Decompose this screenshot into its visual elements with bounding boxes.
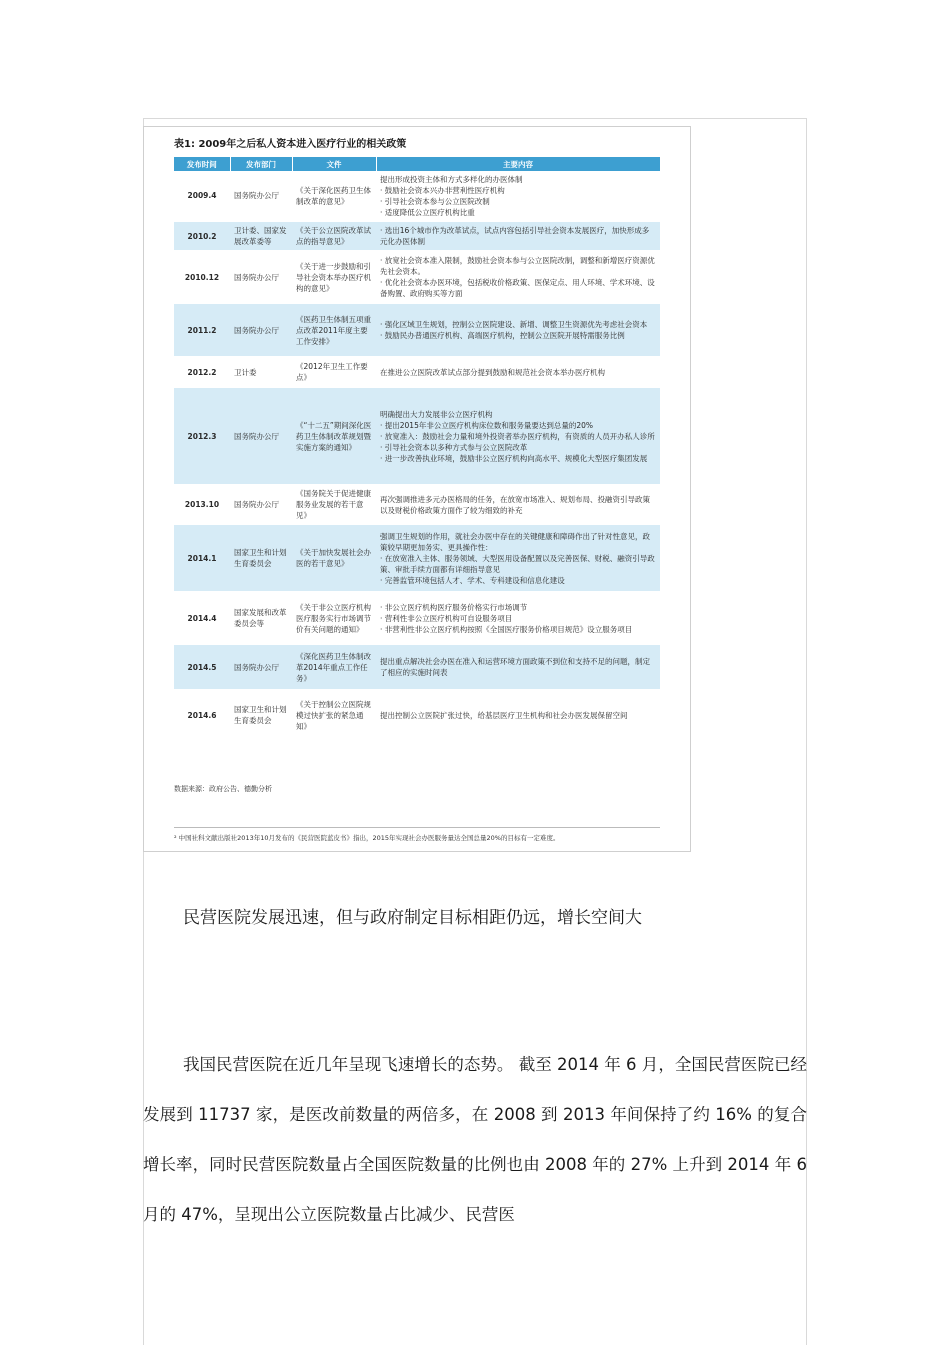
document-cell: 《医药卫生体制五项重点改革2011年度主要工作安排》 bbox=[292, 303, 376, 357]
table-row bbox=[174, 592, 660, 644]
content-line: 强调卫生规划的作用，就社会办医中存在的关键健康和障碍作出了针对性意见，政策较早期更加务实、更具操作性： bbox=[380, 531, 650, 552]
department-cell: 国务院办公厅 bbox=[230, 387, 292, 485]
document-cell: 《关于控制公立医院规模过快扩张的紧急通知》 bbox=[292, 690, 376, 740]
footnote: ² 中国社科文献出版社2013年10月发布的《民营医院蓝皮书》指出，2015年实现社会办医服务量达全国总量20%的目标有一定难度。 bbox=[174, 834, 560, 842]
table-row bbox=[174, 690, 660, 740]
content-cell bbox=[376, 485, 660, 524]
department-cell: 卫计委 bbox=[230, 357, 292, 387]
document-cell: 《深化医药卫生体制改革2014年重点工作任务》 bbox=[292, 644, 376, 690]
content-cell bbox=[376, 221, 660, 251]
date-cell: 2012.2 bbox=[174, 357, 230, 387]
table-row bbox=[174, 171, 660, 221]
content-line: 再次强调推进多元办医格局的任务，在放宽市场准入、规划布局、投融资引导政策以及财税价格政策方面作了较为细致的补充 bbox=[380, 494, 650, 515]
date-cell: 2010.12 bbox=[174, 251, 230, 303]
column-header: 主要内容 bbox=[376, 157, 660, 171]
content-line: · 营利性非公立医疗机构可自设服务项目 bbox=[380, 613, 513, 623]
document-cell: 《关于进一步鼓励和引导社会资本举办医疗机构的意见》 bbox=[292, 251, 376, 303]
document-cell: 《2012年卫生工作要点》 bbox=[292, 357, 376, 387]
date-cell: 2014.5 bbox=[174, 644, 230, 690]
document-cell: 《国务院关于促进健康服务业发展的若干意见》 bbox=[292, 485, 376, 524]
policy-table bbox=[174, 157, 661, 741]
footnote-divider bbox=[174, 827, 660, 828]
department-cell: 国务院办公厅 bbox=[230, 485, 292, 524]
content-cell bbox=[376, 387, 660, 485]
date-cell: 2014.4 bbox=[174, 592, 230, 644]
document-cell: 《关于深化医药卫生体制改革的意见》 bbox=[292, 171, 376, 221]
policy-table-figure bbox=[143, 126, 691, 852]
department-cell: 国务院办公厅 bbox=[230, 303, 292, 357]
table-row bbox=[174, 357, 660, 387]
content-line: · 鼓励民办普通医疗机构、高端医疗机构，控制公立医院开展特需服务比例 bbox=[380, 331, 625, 340]
content-line: · 适度降低公立医疗机构比重 bbox=[380, 207, 475, 217]
column-header: 发布部门 bbox=[230, 157, 292, 171]
content-cell bbox=[376, 171, 660, 221]
document-cell: 《“十二五”期间深化医药卫生体制改革规划暨实施方案的通知》 bbox=[292, 387, 376, 485]
content-cell bbox=[376, 644, 660, 690]
content-cell bbox=[376, 690, 660, 740]
document-cell: 《关于非公立医疗机构医疗服务实行市场调节价有关问题的通知》 bbox=[292, 592, 376, 644]
table-row bbox=[174, 485, 660, 524]
document-cell: 《关于公立医院改革试点的指导意见》 bbox=[292, 221, 376, 251]
date-cell: 2012.3 bbox=[174, 387, 230, 485]
content-line: 在推进公立医院改革试点部分提到鼓励和规范社会资本举办医疗机构 bbox=[380, 367, 605, 377]
content-line: · 提出2015年非公立医疗机构床位数和服务量要达到总量的20% bbox=[380, 420, 594, 430]
department-cell: 卫计委、国家发展改革委等 bbox=[230, 221, 292, 251]
table-row bbox=[174, 251, 660, 303]
content-line: · 引导社会资本以多种方式参与公立医院改革 bbox=[380, 442, 528, 452]
content-line: 提出控制公立医院扩张过快，给基层医疗卫生机构和社会办医发展保留空间 bbox=[380, 710, 628, 720]
section-heading: 民营医院发展迅速，但与政府制定目标相距仍远，增长空间大 bbox=[183, 908, 642, 928]
content-line: · 进一步改善执业环境，鼓励非公立医疗机构向高水平、规模化大型医疗集团发展 bbox=[380, 453, 648, 463]
data-source-note: 数据来源：政府公告、德勤分析 bbox=[174, 785, 272, 793]
table-row bbox=[174, 524, 660, 592]
content-line: · 非公立医疗机构医疗服务价格实行市场调节 bbox=[380, 602, 528, 612]
content-line: 提出形成投资主体和方式多样化的办医体制 bbox=[380, 174, 523, 184]
content-line: 明确提出大力发展非公立医疗机构 bbox=[380, 409, 493, 419]
date-cell: 2013.10 bbox=[174, 485, 230, 524]
department-cell: 国务院办公厅 bbox=[230, 644, 292, 690]
content-cell bbox=[376, 524, 660, 592]
content-cell bbox=[376, 303, 660, 357]
table-row bbox=[174, 387, 660, 485]
date-cell: 2014.6 bbox=[174, 690, 230, 740]
figure-title: 表1: 2009年之后私人资本进入医疗行业的相关政策 bbox=[174, 139, 407, 150]
content-line: · 在放宽准入主体、服务领域、大型医用设备配置以及完善医保、财税、融资引导政策、审批手续方面都有详细指导意见 bbox=[380, 553, 655, 574]
date-cell: 2011.2 bbox=[174, 303, 230, 357]
content-cell bbox=[376, 592, 660, 644]
content-cell bbox=[376, 357, 660, 387]
content-line: · 非营利性非公立医疗机构按照《全国医疗服务价格项目规范》设立服务项目 bbox=[380, 624, 633, 634]
department-cell: 国家卫生和计划生育委员会 bbox=[230, 690, 292, 740]
column-header: 发布时间 bbox=[174, 157, 230, 171]
content-line: · 优化社会资本办医环境，包括税收价格政策、医保定点、用人环境、学术环境、设备购置、政府购买等方面 bbox=[380, 278, 655, 298]
content-line: · 引导社会资本参与公立医院改制 bbox=[380, 196, 490, 206]
content-line: 提出重点解决社会办医在准入和运营环境方面政策不到位和支持不足的问题，制定了相应的实施时间表 bbox=[380, 657, 650, 677]
column-header: 文件 bbox=[292, 157, 376, 171]
content-line: · 选出16个城市作为改革试点，试点内容包括引导社会资本发展医疗，加快形成多元化办医体制 bbox=[380, 226, 650, 246]
table-row bbox=[174, 221, 660, 251]
table-header-row bbox=[174, 157, 660, 171]
date-cell: 2009.4 bbox=[174, 171, 230, 221]
department-cell: 国务院办公厅 bbox=[230, 251, 292, 303]
table-row bbox=[174, 303, 660, 357]
content-line: · 放宽社会资本准入限制，鼓励社会资本参与公立医院改制，调整和新增医疗资源优先社会资本。 bbox=[380, 256, 655, 276]
date-cell: 2010.2 bbox=[174, 221, 230, 251]
content-line: · 完善监管环境包括人才、学术、专科建设和信息化建设 bbox=[380, 575, 565, 585]
content-line: · 强化区域卫生规划，控制公立医院建设、新增、调整卫生资源优先考虑社会资本 bbox=[380, 320, 648, 329]
department-cell: 国务院办公厅 bbox=[230, 171, 292, 221]
content-line: · 放宽准入：鼓励社会力量和境外投资者举办医疗机构，有资质的人员开办私人诊所 bbox=[380, 431, 655, 441]
department-cell: 国家卫生和计划生育委员会 bbox=[230, 524, 292, 592]
department-cell: 国家发展和改革委员会等 bbox=[230, 592, 292, 644]
document-cell: 《关于加快发展社会办医的若干意见》 bbox=[292, 524, 376, 592]
date-cell: 2014.1 bbox=[174, 524, 230, 592]
table-row bbox=[174, 644, 660, 690]
body-paragraph: 我国民营医院在近几年呈现飞速增长的态势。 截至 2014 年 6 月，全国民营医院已经发展到 11737 家，是医改前数量的两倍多，在 2008 到 2013 年间保持了约 16% 的复合增长率，同时民营医院数量占全国医院数量的比例也由 2008 年的 27% 上升到 2014 年 6 月的 47%，呈现出公立医院数量占比减少、民营医 bbox=[143, 1055, 807, 1224]
content-cell bbox=[376, 251, 660, 303]
content-line: · 鼓励社会资本兴办非营利性医疗机构 bbox=[380, 185, 505, 195]
